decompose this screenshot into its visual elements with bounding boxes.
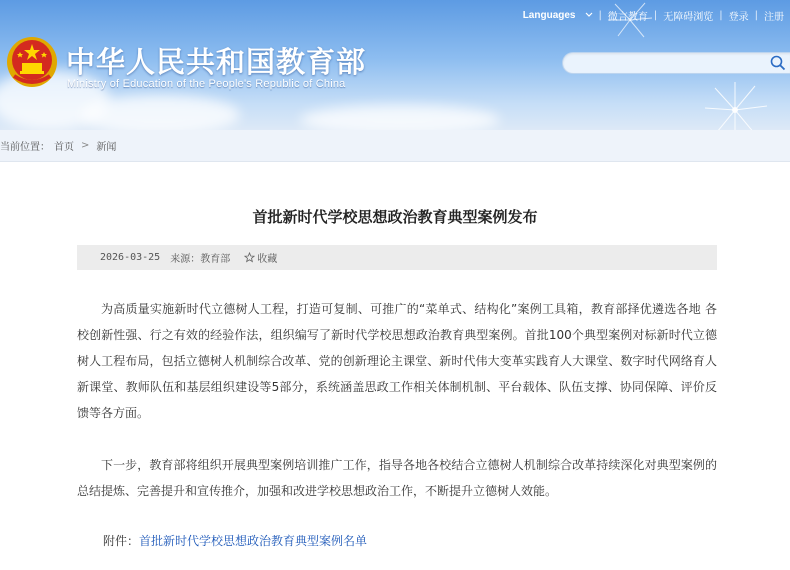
- attachment-link[interactable]: 首批新时代学校思想政治教育典型案例名单: [139, 534, 368, 548]
- breadcrumb-prefix: 当前位置：: [0, 142, 50, 153]
- login-link[interactable]: 登录: [728, 11, 749, 23]
- site-title-english: Ministry of Education of the People's Republic of China: [67, 78, 346, 90]
- article-source: 来源：教育部: [170, 254, 231, 265]
- cloud-decoration: [300, 105, 500, 130]
- top-navigation: [511, 8, 790, 22]
- article-paragraph: 为高质量实施新时代立德树人工程，打造可复制、可推广的“菜单式、结构化”案例工具箱，教育部择优遴选各地 各校创新性强、行之有效的经验作法，组织编写了新时代学校思想政治教育典型案例。首批100个典型案例对标新时代立德树人工程布局，包括立德树人机制综合改革、党的创新理论主课堂、新时代伟大变革实践育人大课堂、数字时代网络育人新课堂、教师队伍和基层组织建设等5部分，系统涵盖思政工作相关体制机制、平台载体、队伍支撑、协同保障、评价反馈等各方面。: [77, 302, 717, 420]
- article-meta-bar: [77, 245, 717, 270]
- national-emblem-icon[interactable]: [6, 36, 58, 88]
- breadcrumb-current-link[interactable]: 新闻: [96, 142, 117, 153]
- languages-menu[interactable]: [511, 10, 599, 21]
- breadcrumb-arrow-icon: >: [81, 140, 90, 151]
- site-header: [0, 0, 790, 130]
- nav-separator: |: [598, 9, 602, 21]
- accessibility-link[interactable]: 无障碍浏览: [663, 11, 714, 23]
- nav-separator: |: [719, 9, 723, 21]
- attachment-label: 附件：: [103, 534, 140, 548]
- weibo-link[interactable]: 微言教育: [607, 11, 648, 23]
- favorite-label: 收藏: [257, 254, 278, 265]
- article-title: 首批新时代学校思想政治教育典型案例发布: [252, 208, 538, 226]
- breadcrumb-home-link[interactable]: 首页: [54, 142, 74, 153]
- search-box: [562, 52, 790, 74]
- article-paragraph: 下一步，教育部将组织开展典型案例培训推广工作，指导各地各校结合立德树人机制综合改革持续深化对典型案例的总结提炼、完善提升和宣传推介，加强和改进学校思想政治工作，不断提升立德树人效能。: [77, 458, 717, 498]
- article-body: [77, 296, 717, 504]
- languages-label: Languages: [522, 9, 576, 21]
- attachment-line: [103, 532, 367, 549]
- nav-separator: |: [653, 9, 658, 21]
- breadcrumb: [0, 138, 116, 153]
- search-input[interactable]: [563, 55, 755, 75]
- site-title[interactable]: 中华人民共和国教育部: [66, 45, 367, 79]
- nav-separator: |: [754, 9, 758, 21]
- register-link[interactable]: 注册: [764, 11, 784, 23]
- dandelion-decoration: [695, 80, 775, 130]
- search-icon[interactable]: [769, 54, 787, 72]
- article-date: 2026-03-25: [100, 252, 161, 263]
- chevron-down-icon: [585, 12, 593, 18]
- favorite-button[interactable]: [244, 250, 277, 265]
- star-icon: [244, 252, 255, 263]
- cloud-decoration: [80, 95, 240, 130]
- article-container: [0, 161, 790, 570]
